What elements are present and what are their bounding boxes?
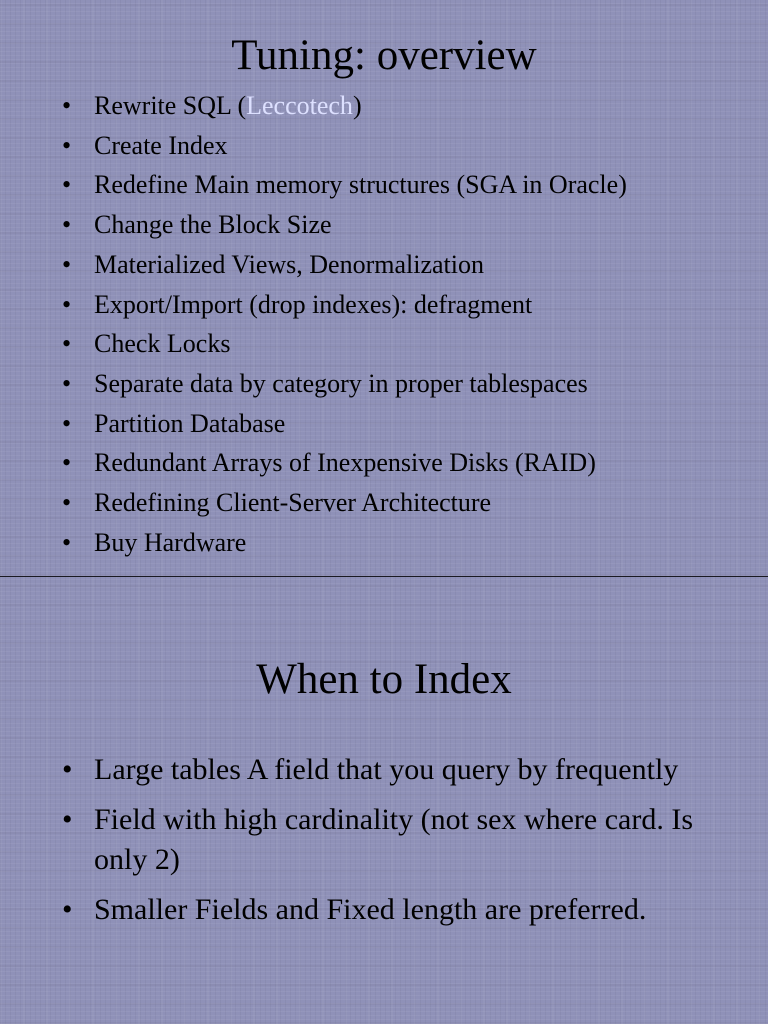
bullet-icon: • — [62, 329, 72, 359]
bullet-item-materialized-views — [62, 245, 752, 285]
bullet-item-export-import — [62, 285, 752, 325]
bullet-text: Field with high cardinality (not sex where card. Is only 2) — [94, 803, 694, 876]
bullet-text: Partition Database — [94, 408, 286, 438]
bullet-item-buy-hardware — [62, 523, 752, 563]
bullet-text: Separate data by category in proper tablespaces — [94, 368, 588, 398]
leccotech-link[interactable]: Leccotech — [246, 91, 353, 120]
bullet-text: Materialized Views, Denormalization — [94, 249, 484, 279]
bullet-icon: • — [62, 893, 73, 926]
bullet-item-high-cardinality — [62, 800, 722, 880]
slide-title: Tuning: overview — [231, 32, 537, 79]
bullet-text: Rewrite SQL ( — [94, 91, 247, 120]
bullet-icon: • — [62, 803, 73, 836]
bullet-icon: • — [62, 170, 72, 200]
bullet-icon: • — [62, 368, 72, 398]
bullet-item-partition — [62, 404, 752, 444]
bullet-text: Create Index — [94, 130, 228, 160]
bullet-item-check-locks — [62, 324, 752, 364]
bullet-text: Redefine Main memory structures (SGA in Oracle) — [94, 170, 627, 200]
bullet-icon: • — [62, 753, 73, 786]
bullet-list — [62, 750, 722, 940]
slide-title: When to Index — [256, 656, 512, 703]
bullet-text: Change the Block Size — [94, 210, 332, 240]
slide-when-to-index — [0, 577, 768, 1024]
bullet-item-block-size — [62, 205, 752, 245]
bullet-item-client-server — [62, 483, 752, 523]
bullet-text: Export/Import (drop indexes): defragment — [94, 289, 533, 319]
bullet-item-large-tables — [62, 750, 722, 790]
bullet-text: Large tables A field that you query by frequently — [94, 753, 679, 786]
bullet-text: Smaller Fields and Fixed length are preferred. — [94, 893, 647, 926]
bullet-icon: • — [62, 408, 72, 438]
bullet-icon: • — [62, 448, 72, 478]
bullet-item-create-index — [62, 126, 752, 166]
bullet-icon: • — [62, 91, 72, 120]
bullet-text: Buy Hardware — [94, 527, 247, 557]
bullet-text: Redundant Arrays of Inexpensive Disks (RAID) — [94, 448, 596, 478]
bullet-item-main-memory — [62, 165, 752, 205]
bullet-item-rewrite-sql — [62, 86, 752, 126]
bullet-text: Redefining Client-Server Architecture — [94, 488, 492, 518]
bullet-item-smaller-fields — [62, 890, 722, 930]
bullet-item-tablespaces — [62, 364, 752, 404]
bullet-text: Check Locks — [94, 329, 231, 359]
bullet-icon: • — [62, 210, 72, 240]
bullet-text-end: ) — [352, 91, 362, 120]
bullet-item-raid — [62, 443, 752, 483]
bullet-icon: • — [62, 488, 72, 518]
bullet-icon: • — [62, 130, 72, 160]
bullet-list — [62, 86, 752, 562]
bullet-icon: • — [62, 249, 72, 279]
bullet-icon: • — [62, 289, 72, 319]
bullet-icon: • — [62, 527, 72, 557]
